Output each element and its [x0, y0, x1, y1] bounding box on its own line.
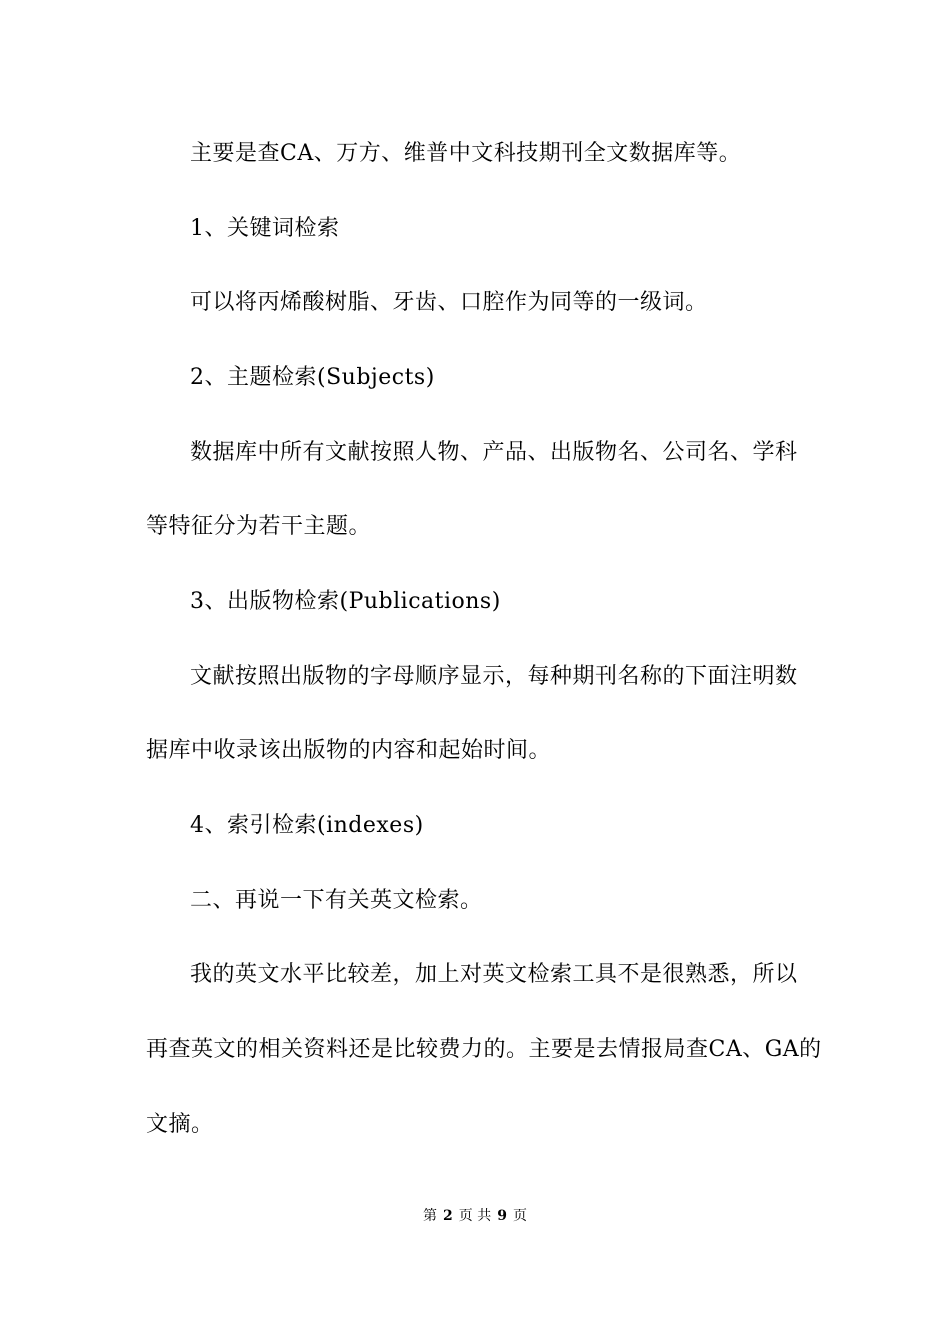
- paragraph-line: 据库中收录该出版物的内容和起始时间。: [146, 738, 552, 763]
- paragraph-line: 主要是查CA、万方、维普中文科技期刊全文数据库等。: [190, 141, 742, 166]
- paragraph-line: 文摘。: [146, 1112, 214, 1137]
- total-page-number: 9: [497, 1208, 507, 1224]
- section-heading: 二、再说一下有关英文检索。: [190, 888, 483, 913]
- page-footer: [0, 1206, 950, 1226]
- section-heading: 4、索引检索(indexes): [190, 813, 424, 838]
- footer-prefix: 第: [423, 1208, 438, 1224]
- section-heading: 2、主题检索(Subjects): [190, 365, 435, 390]
- paragraph-line: 可以将丙烯酸树脂、牙齿、口腔作为同等的一级词。: [190, 290, 708, 315]
- paragraph-line: 再查英文的相关资料还是比较费力的。主要是去情报局查CA、GA的: [146, 1037, 822, 1062]
- paragraph-line: 我的英文水平比较差，加上对英文检索工具不是很熟悉，所以: [190, 962, 798, 987]
- footer-suffix: 页: [512, 1208, 527, 1224]
- current-page-number: 2: [443, 1208, 453, 1224]
- paragraph-line: 文献按照出版物的字母顺序显示，每种期刊名称的下面注明数: [190, 664, 798, 689]
- section-heading: 3、出版物检索(Publications): [190, 589, 501, 614]
- paragraph-line: 等特征分为若干主题。: [146, 514, 372, 539]
- footer-middle: 页 共: [458, 1208, 492, 1224]
- section-heading: 1、关键词检索: [190, 216, 340, 241]
- paragraph-line: 数据库中所有文献按照人物、产品、出版物名、公司名、学科: [190, 440, 798, 465]
